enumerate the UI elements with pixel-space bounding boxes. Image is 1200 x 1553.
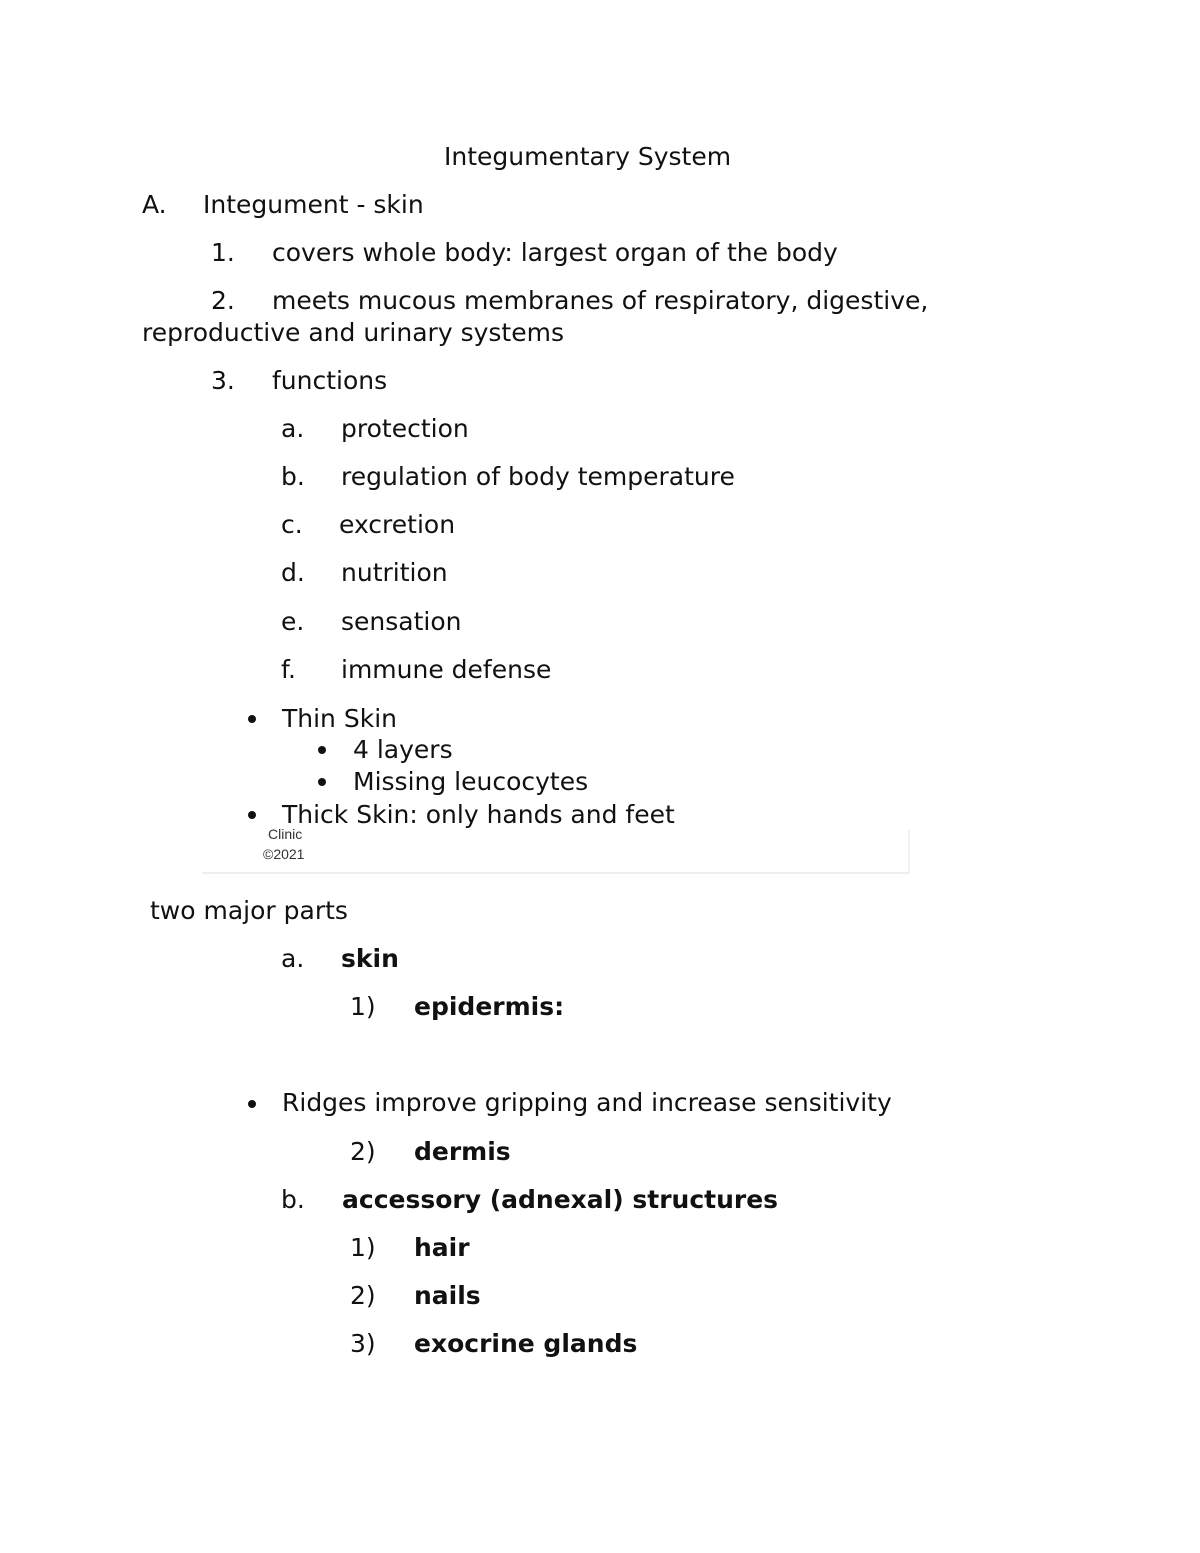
dermis-text: dermis — [414, 1137, 511, 1166]
accessory-item-2-marker: 2) — [350, 1281, 376, 1310]
skin-text: skin — [341, 944, 399, 973]
bullet-icon — [248, 1100, 256, 1108]
accessory-item-1-marker: 1) — [350, 1233, 376, 1262]
skin-marker: a. — [281, 944, 305, 973]
function-a-text: protection — [341, 414, 469, 443]
bullet-icon — [318, 746, 326, 754]
accessory-item-2-text: nails — [414, 1281, 481, 1310]
bullet-icon — [318, 778, 326, 786]
function-f-marker: f. — [281, 655, 296, 684]
function-f-text: immune defense — [341, 655, 552, 684]
section-a-marker: A. — [142, 190, 167, 219]
accessory-marker: b. — [281, 1185, 305, 1214]
section-a-text: Integument - skin — [203, 190, 424, 219]
figure-caption-line2: ©2021 — [263, 846, 305, 862]
function-a-marker: a. — [281, 414, 305, 443]
accessory-text: accessory (adnexal) structures — [342, 1185, 779, 1214]
thick-skin-text: Thick Skin: only hands and feet — [282, 800, 675, 829]
accessory-item-3-marker: 3) — [350, 1329, 376, 1358]
function-b-marker: b. — [281, 462, 305, 491]
function-d-marker: d. — [281, 558, 305, 587]
epidermis-text: epidermis: — [414, 992, 565, 1021]
two-parts-text: two major parts — [150, 896, 348, 925]
dermis-marker: 2) — [350, 1137, 376, 1166]
page-title: Integumentary System — [444, 142, 732, 171]
function-c-text: excretion — [339, 510, 456, 539]
bullet-icon — [248, 811, 256, 819]
item-1-text: covers whole body: largest organ of the body — [272, 238, 838, 267]
item-3-text: functions — [272, 366, 388, 395]
figure-caption-line1: Clinic — [268, 826, 303, 842]
epidermis-marker: 1) — [350, 992, 376, 1021]
function-e-text: sensation — [341, 607, 462, 636]
ridges-text: Ridges improve gripping and increase sensitivity — [282, 1088, 892, 1117]
item-1-marker: 1. — [211, 238, 235, 267]
function-b-text: regulation of body temperature — [341, 462, 735, 491]
function-e-marker: e. — [281, 607, 305, 636]
bullet-icon — [248, 715, 256, 723]
accessory-item-1-text: hair — [414, 1233, 470, 1262]
function-c-marker: c. — [281, 510, 303, 539]
item-3-marker: 3. — [211, 366, 235, 395]
item-2-continuation: reproductive and urinary systems — [142, 318, 564, 347]
item-2-text: meets mucous membranes of respiratory, digestive, — [272, 286, 929, 315]
item-2-marker: 2. — [211, 286, 235, 315]
function-d-text: nutrition — [341, 558, 448, 587]
thin-skin-subitem-1: 4 layers — [353, 735, 453, 764]
accessory-item-3-text: exocrine glands — [414, 1329, 638, 1358]
thin-skin-subitem-2: Missing leucocytes — [353, 767, 589, 796]
thin-skin-text: Thin Skin — [282, 704, 397, 733]
figure-crop — [202, 826, 910, 874]
